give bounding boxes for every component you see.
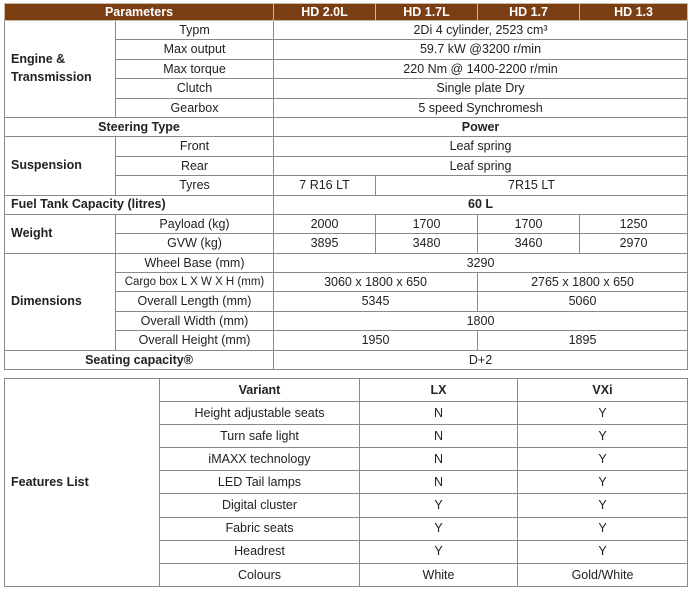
spec-row bbox=[5, 195, 688, 214]
param-value: Single plate Dry bbox=[274, 79, 688, 98]
feature-name: iMAXX technology bbox=[160, 448, 360, 471]
feature-vxi: Y bbox=[518, 402, 688, 425]
features-table bbox=[4, 378, 688, 587]
group-steering: Steering Type bbox=[5, 117, 274, 136]
param-value: 1800 bbox=[274, 311, 688, 330]
param-value: 1950 bbox=[274, 331, 478, 350]
param-value: 1895 bbox=[478, 331, 688, 350]
param-value: Leaf spring bbox=[274, 137, 688, 156]
param-label: Payload (kg) bbox=[116, 214, 274, 233]
spec-row bbox=[5, 253, 688, 272]
param-value: 2970 bbox=[580, 234, 688, 253]
param-value: Power bbox=[274, 117, 688, 136]
param-value: 3060 x 1800 x 650 bbox=[274, 273, 478, 292]
feature-name: Headrest bbox=[160, 540, 360, 563]
feature-vxi: Gold/White bbox=[518, 563, 688, 586]
param-value: 3290 bbox=[274, 253, 688, 272]
group-engine: Engine & Transmission bbox=[5, 21, 116, 118]
param-value: D+2 bbox=[274, 350, 688, 369]
col-vxi: VXi bbox=[518, 379, 688, 402]
param-value: 1700 bbox=[376, 214, 478, 233]
feature-lx: N bbox=[360, 425, 518, 448]
param-value: 7R15 LT bbox=[376, 176, 688, 195]
header-model: HD 1.7L bbox=[376, 4, 478, 21]
param-value: 1250 bbox=[580, 214, 688, 233]
param-value: 2000 bbox=[274, 214, 376, 233]
param-value: 59.7 kW @3200 r/min bbox=[274, 40, 688, 59]
param-label: Typm bbox=[116, 21, 274, 40]
group-suspension: Suspension bbox=[5, 137, 116, 195]
feature-vxi: Y bbox=[518, 471, 688, 494]
feature-lx: N bbox=[360, 402, 518, 425]
feature-name: Height adjustable seats bbox=[160, 402, 360, 425]
param-label: GVW (kg) bbox=[116, 234, 274, 253]
col-lx: LX bbox=[360, 379, 518, 402]
feature-lx: Y bbox=[360, 540, 518, 563]
header-model: HD 2.0L bbox=[274, 4, 376, 21]
param-value: Leaf spring bbox=[274, 156, 688, 175]
spec-header-row bbox=[5, 4, 688, 21]
spec-row bbox=[5, 350, 688, 369]
feature-vxi: Y bbox=[518, 517, 688, 540]
feature-lx: N bbox=[360, 448, 518, 471]
group-dimensions: Dimensions bbox=[5, 253, 116, 350]
param-label: Overall Length (mm) bbox=[116, 292, 274, 311]
param-label: Tyres bbox=[116, 176, 274, 195]
spec-row bbox=[5, 214, 688, 233]
feature-lx: N bbox=[360, 471, 518, 494]
feature-name: Digital cluster bbox=[160, 494, 360, 517]
param-label: Max torque bbox=[116, 59, 274, 78]
param-value: 60 L bbox=[274, 195, 688, 214]
param-value: 220 Nm @ 1400-2200 r/min bbox=[274, 59, 688, 78]
feature-vxi: Y bbox=[518, 425, 688, 448]
param-value: 5060 bbox=[478, 292, 688, 311]
header-model: HD 1.7 bbox=[478, 4, 580, 21]
feature-vxi: Y bbox=[518, 494, 688, 517]
param-label: Overall Width (mm) bbox=[116, 311, 274, 330]
group-seating: Seating capacity® bbox=[5, 350, 274, 369]
param-label: Wheel Base (mm) bbox=[116, 253, 274, 272]
param-label: Rear bbox=[116, 156, 274, 175]
feature-vxi: Y bbox=[518, 540, 688, 563]
spec-row bbox=[5, 21, 688, 40]
feature-lx: White bbox=[360, 563, 518, 586]
features-header-row bbox=[5, 379, 688, 402]
param-value: 5 speed Synchromesh bbox=[274, 98, 688, 117]
spec-row bbox=[5, 117, 688, 136]
param-label: Cargo box L X W X H (mm) bbox=[116, 273, 274, 292]
param-label: Max output bbox=[116, 40, 274, 59]
param-value: 2765 x 1800 x 650 bbox=[478, 273, 688, 292]
feature-lx: Y bbox=[360, 494, 518, 517]
spec-row bbox=[5, 137, 688, 156]
param-label: Front bbox=[116, 137, 274, 156]
param-label: Gearbox bbox=[116, 98, 274, 117]
param-value: 7 R16 LT bbox=[274, 176, 376, 195]
specifications-table bbox=[4, 3, 688, 370]
col-variant: Variant bbox=[160, 379, 360, 402]
param-value: 2Di 4 cylinder, 2523 cm³ bbox=[274, 21, 688, 40]
header-parameters: Parameters bbox=[5, 4, 274, 21]
param-value: 3480 bbox=[376, 234, 478, 253]
feature-lx: Y bbox=[360, 517, 518, 540]
param-value: 3895 bbox=[274, 234, 376, 253]
feature-name: Turn safe light bbox=[160, 425, 360, 448]
param-label: Clutch bbox=[116, 79, 274, 98]
feature-name: Colours bbox=[160, 563, 360, 586]
param-value: 5345 bbox=[274, 292, 478, 311]
group-weight: Weight bbox=[5, 214, 116, 253]
header-model: HD 1.3 bbox=[580, 4, 688, 21]
features-title: Features List bbox=[5, 379, 160, 587]
feature-name: LED Tail lamps bbox=[160, 471, 360, 494]
feature-name: Fabric seats bbox=[160, 517, 360, 540]
group-fuel: Fuel Tank Capacity (litres) bbox=[5, 195, 274, 214]
param-label: Overall Height (mm) bbox=[116, 331, 274, 350]
feature-vxi: Y bbox=[518, 448, 688, 471]
param-value: 1700 bbox=[478, 214, 580, 233]
param-value: 3460 bbox=[478, 234, 580, 253]
